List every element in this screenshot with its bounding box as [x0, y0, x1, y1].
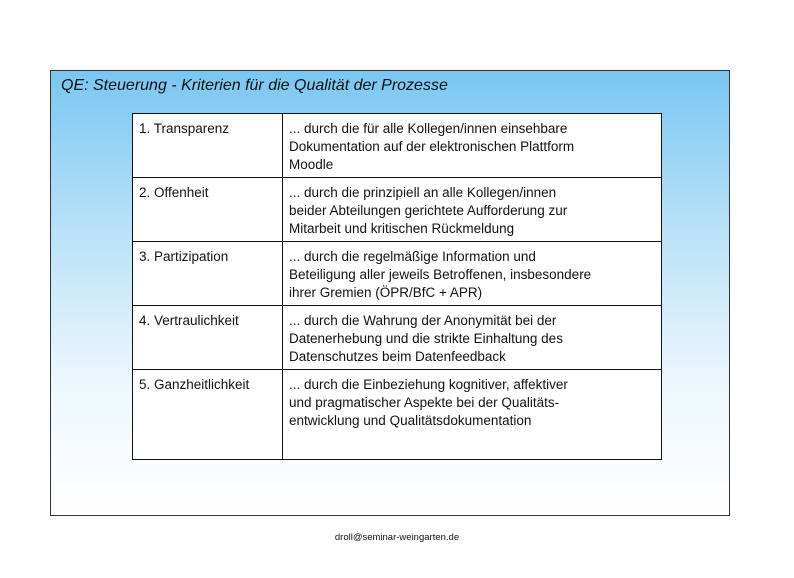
table-row [133, 242, 662, 306]
criterion-description: ... durch die prinzipiell an alle Kollegen/innen beider Abteilungen gerichtete Aufforderung zur Mitarbeit und kritischen Rückmeldung [283, 178, 662, 242]
criterion-name: 5. Ganzheitlichkeit [133, 370, 283, 460]
criterion-name: 4. Vertraulichkeit [133, 306, 283, 370]
table-row [133, 178, 662, 242]
criterion-description: ... durch die für alle Kollegen/innen einsehbare Dokumentation auf der elektronischen Plattform Moodle [283, 114, 662, 178]
criterion-name: 2. Offenheit [133, 178, 283, 242]
criterion-description: ... durch die Wahrung der Anonymität bei der Datenerhebung und die strikte Einhaltung des Datenschutzes beim Datenfeedback [283, 306, 662, 370]
criteria-table [132, 113, 662, 460]
footer-email: droll@seminar-weingarten.de [334, 532, 460, 543]
table-row [133, 370, 662, 460]
criterion-description: ... durch die regelmäßige Information und Beteiligung aller jeweils Betroffenen, insbesondere ihrer Gremien (ÖPR/BfC + APR) [283, 242, 662, 306]
table-row [133, 306, 662, 370]
criterion-name: 1. Transparenz [133, 114, 283, 178]
slide-title: QE: Steuerung - Kriterien für die Qualität der Prozesse [61, 77, 448, 94]
criterion-description: ... durch die Einbeziehung kognitiver, affektiver und pragmatischer Aspekte bei der Qualitäts- entwicklung und Qualitätsdokumentation [283, 370, 662, 460]
table-row [133, 114, 662, 178]
criterion-name: 3. Partizipation [133, 242, 283, 306]
slide-frame [50, 70, 730, 516]
